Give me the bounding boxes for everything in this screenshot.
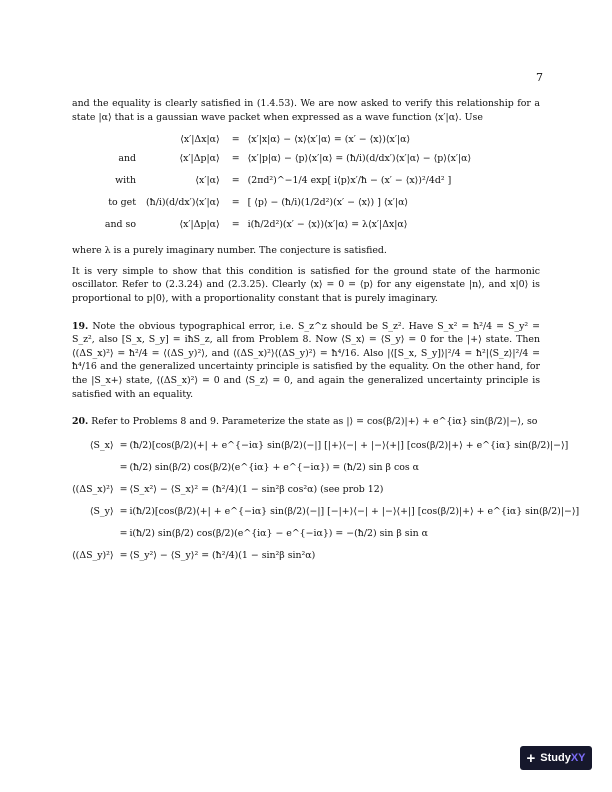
equation-rhs: (ħ/2) sin(β/2) cos(β/2)(e^{iα} + e^{−iα}) = (ħ/2) sin β cos α <box>129 461 419 473</box>
equation-lhs: ⟨x′|Δx|α⟩ <box>180 134 220 146</box>
equation-table-1 <box>72 132 471 236</box>
equals-sign: = <box>119 549 128 561</box>
equation-label: and <box>118 153 136 165</box>
equation-row <box>72 148 471 170</box>
lambda-paragraph: where λ is a purely imaginary number. The conjecture is satisfied. <box>72 245 387 257</box>
harmonic-oscillator-paragraph: It is very simple to show that this condition is satisfied for the ground state of the harmonic oscillator. Refer to (2.3.24) and (2.3.25). Clearly ⟨x⟩ = 0 = ⟨p⟩ for any eigenstate |n⟩, and x|0⟩ is proportional to p|0⟩, with a proportionality constant that is purely imaginary. <box>72 265 540 304</box>
problem-19-text: Note the obvious typographical error, i.e. S_z^z should be S_z². Have S_x² = ħ²/4 = S_y² = S_z², also [S_x, S_y] = iħS_z, all from Problem 8. Now ⟨S_x⟩ = ⟨S_y⟩ = 0 for the |+⟩ state. Then ⟨(ΔS_x)²⟩ = ħ²/4 = ⟨(ΔS_y)²⟩, and ⟨(ΔS_x)²⟩⟨(ΔS_y)²⟩ = ħ⁴/16. Also |⟨[S_x, S_y]⟩|²/4 = ħ²|⟨S_z⟩|²/4 = ħ⁴/16 and the generalized uncertainty principle is satisfied by the equality. On the other hand, for the |S_x+⟩ state, ⟨(ΔS_x)²⟩ = 0 and ⟨S_z⟩ = 0, and again the generalized uncertainty principle is satisfied with an equality. <box>72 320 540 400</box>
equation-row <box>72 523 579 545</box>
equation-lhs: ⟨x′|α⟩ <box>195 175 220 187</box>
equation-rhs: ⟨x′|x|α⟩ − ⟨x⟩⟨x′|α⟩ = (x′ − ⟨x⟩)⟨x′|α⟩ <box>247 134 411 146</box>
equation-row <box>72 214 471 236</box>
problem-19-number: 19. <box>72 320 89 332</box>
equation-lhs: ⟨S_x⟩ <box>89 439 114 451</box>
equation-rhs: [ ⟨p⟩ − (ħ/i)(1/2d²)(x′ − ⟨x⟩) ] ⟨x′|α⟩ <box>247 197 409 209</box>
equation-rhs: i(ħ/2) sin(β/2) cos(β/2)(e^{iα} − e^{−iα}) = −(ħ/2) sin β sin α <box>129 527 428 539</box>
equals-sign: = <box>119 461 128 473</box>
page-number: 7 <box>536 71 543 84</box>
logo-text-study: Study <box>540 752 571 764</box>
equation-block-spin <box>72 435 580 567</box>
equation-rhs: (ħ/2)[cos(β/2)⟨+| + e^{−iα} sin(β/2)⟨−|] [|+⟩⟨−| + |−⟩⟨+|] [cos(β/2)|+⟩ + e^{iα} sin(β/2)|−⟩] <box>129 439 569 451</box>
document-body <box>72 97 580 567</box>
equation-rhs: (2πd²)^−1/4 exp[ i⟨p⟩x′/ħ − (x′ − ⟨x⟩)²/4d² ] <box>247 175 452 187</box>
equation-lhs: ⟨x′|Δp|α⟩ <box>179 153 220 165</box>
equation-row <box>72 457 579 479</box>
equals-sign: = <box>231 134 240 146</box>
equation-rhs: i(ħ/2)[cos(β/2)⟨+| + e^{−iα} sin(β/2)⟨−|] [−|+⟩⟨−| + |−⟩⟨+|] [cos(β/2)|+⟩ + e^{iα} sin(β/2)|−⟩] <box>129 505 580 517</box>
equation-table-2 <box>72 435 579 567</box>
plus-icon: + <box>526 749 536 767</box>
equation-lhs: ⟨(ΔS_y)²⟩ <box>72 549 114 561</box>
equation-row <box>72 435 579 457</box>
equals-sign: = <box>231 197 240 209</box>
problem-20-text: Refer to Problems 8 and 9. Parameterize the state as |⟩ = cos(β/2)|+⟩ + e^{iα} sin(β/2)|−⟩, so <box>91 416 538 428</box>
equation-lhs: ⟨x′|Δp|α⟩ <box>179 219 220 231</box>
intro-paragraph: and the equality is clearly satisfied in (1.4.53). We are now asked to verify this relationship for a state |α⟩ that is a gaussian wave packet when expressed as a wave function ⟨x′|α⟩. Use <box>72 98 540 123</box>
equation-label: and so <box>104 219 136 231</box>
equation-row <box>72 192 471 214</box>
equals-sign: = <box>119 439 128 451</box>
equation-lhs <box>72 457 120 479</box>
problem-19-paragraph <box>72 320 540 402</box>
logo-text-xy: XY <box>570 752 586 764</box>
equals-sign: = <box>119 505 128 517</box>
equals-sign: = <box>231 153 240 165</box>
equation-rhs: ⟨x′|p|α⟩ − ⟨p⟩⟨x′|α⟩ = (ħ/i)(d/dx′)⟨x′|α⟩ − ⟨p⟩⟨x′|α⟩ <box>247 153 472 165</box>
equation-lhs: ⟨S_y⟩ <box>89 505 114 517</box>
equals-sign: = <box>119 483 128 495</box>
equation-row <box>72 170 471 192</box>
equation-row <box>72 545 579 567</box>
equation-block-gaussian <box>72 132 540 236</box>
equation-rhs: i(ħ/2d²)(x′ − ⟨x⟩)⟨x′|α⟩ = λ⟨x′|Δx|α⟩ <box>247 219 408 231</box>
problem-20-number: 20. <box>72 416 89 428</box>
equation-lhs: (ħ/i)(d/dx′)⟨x′|α⟩ <box>146 197 220 209</box>
studyxy-logo <box>520 746 592 770</box>
equation-rhs: ⟨S_y²⟩ − ⟨S_y⟩² = (ħ²/4)(1 − sin²β sin²α) <box>129 549 316 561</box>
problem-20-paragraph <box>72 415 540 429</box>
equation-row <box>72 479 579 501</box>
equation-lhs: ⟨(ΔS_x)²⟩ <box>72 483 114 495</box>
equation-rhs: ⟨S_x²⟩ − ⟨S_x⟩² = (ħ²/4)(1 − sin²β cos²α) (see prob 12) <box>129 483 384 495</box>
equals-sign: = <box>119 527 128 539</box>
equation-row <box>72 132 471 148</box>
equation-lhs <box>72 523 120 545</box>
equals-sign: = <box>231 219 240 231</box>
equation-label: with <box>115 175 136 187</box>
equation-label: to get <box>108 197 136 209</box>
equation-label <box>72 132 146 148</box>
equation-row <box>72 501 579 523</box>
equals-sign: = <box>231 175 240 187</box>
